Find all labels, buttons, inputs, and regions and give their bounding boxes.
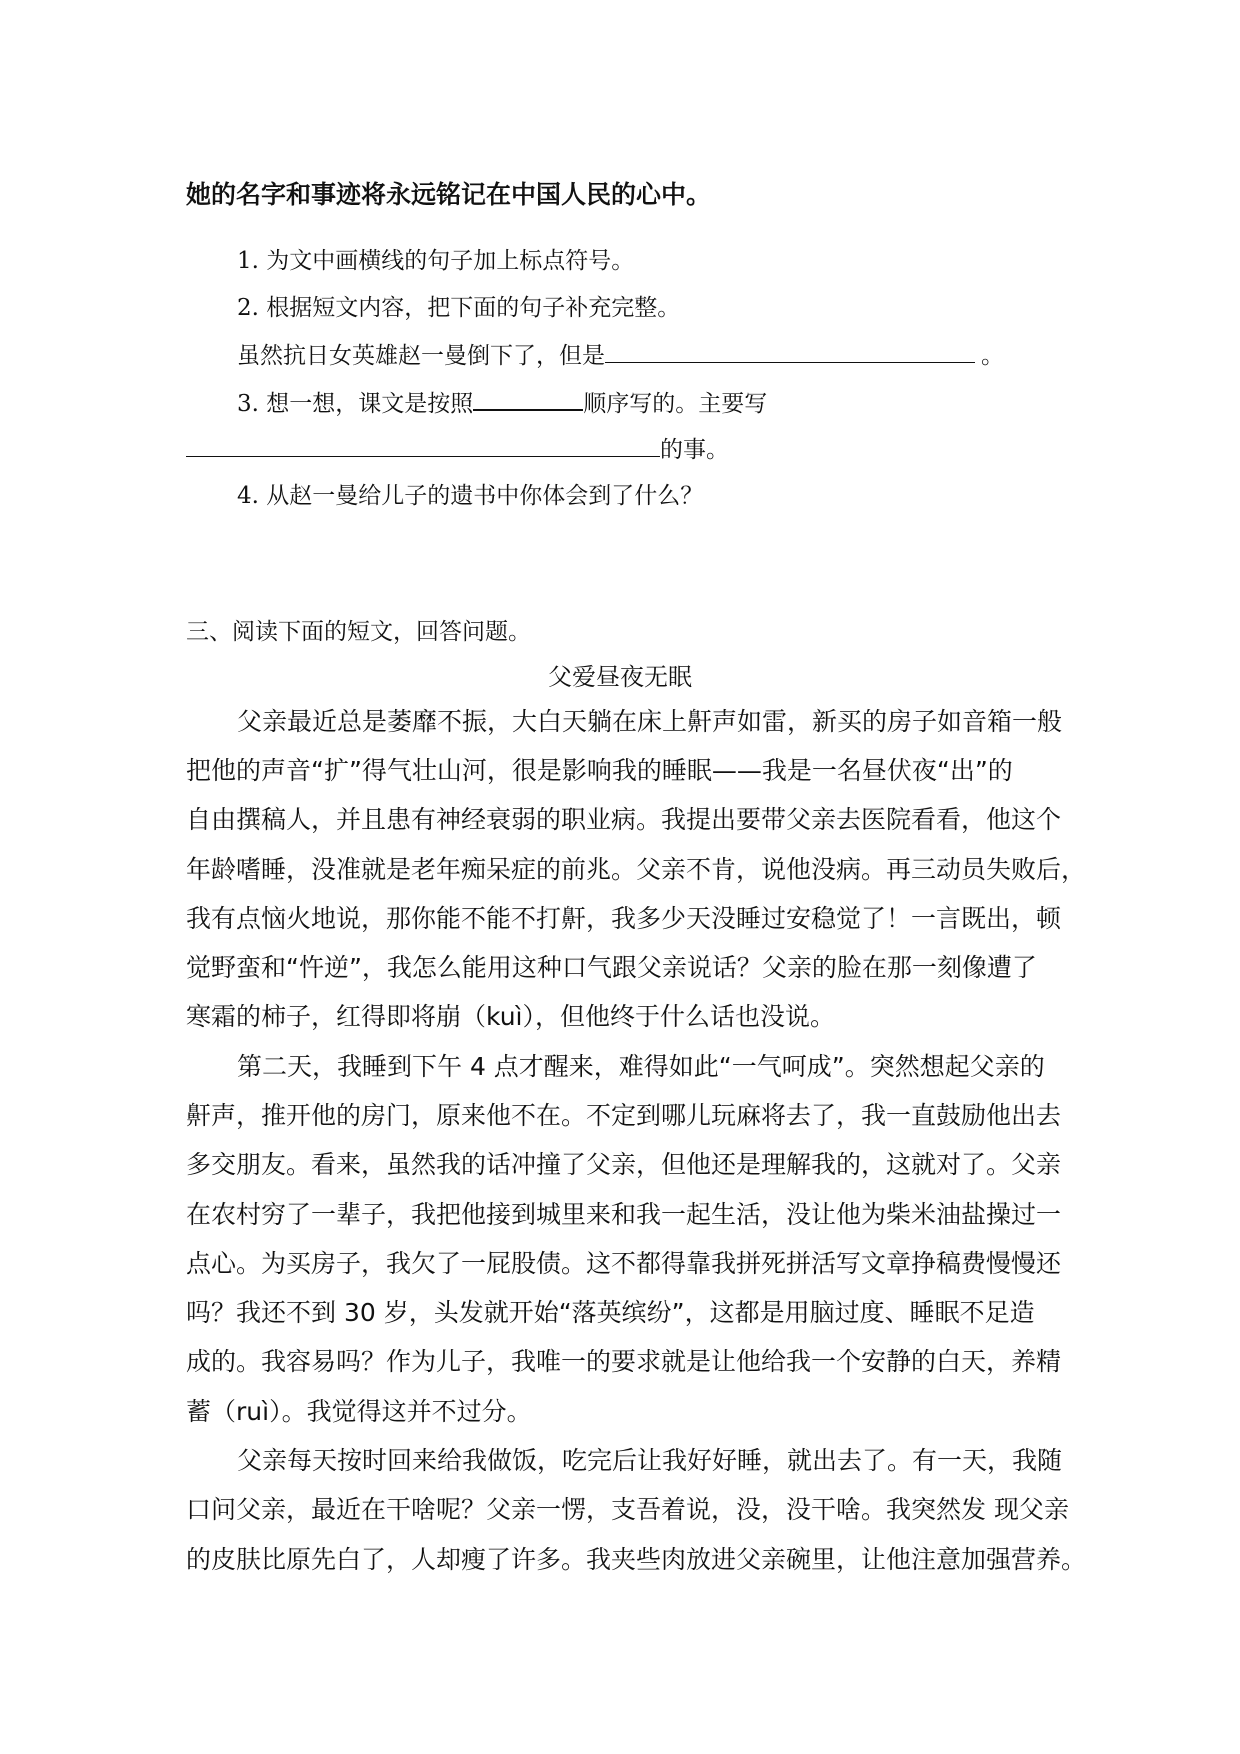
article-line: 自由撰稿人，并且患有神经衰弱的职业病。我提出要带父亲去医院看看，他这个 [186,805,1062,834]
article-line: 吗？我还不到 30 岁，头发就开始“落英缤纷”，这都是用脑过度、睡眠不足造 [186,1298,1035,1327]
question-3-line-2 [186,434,729,465]
article-line: 父亲最近总是萎靡不振，大白天躺在床上鼾声如雷，新买的房子如音箱一般 [237,707,1063,736]
question-2-sentence [237,340,1004,371]
question-4: 4. 从赵一曼给儿子的遗书中你体会到了什么？ [237,483,704,509]
question-3-line-2-suffix: 的事。 [660,437,729,463]
answer-blank-q3-content[interactable] [186,434,660,457]
article-line: 口问父亲，最近在干啥呢？父亲一愣，支吾着说，没，没干啥。我突然发 现父亲 [186,1495,1069,1524]
article-line: 在农村穷了一辈子，我把他接到城里来和我一起生活，没让他为柴米油盐操过一 [186,1200,1062,1229]
section-3-heading: 三、阅读下面的短文，回答问题。 [186,619,531,645]
article-line: 父亲每天按时回来给我做饭，吃完后让我好好睡，就出去了。有一天，我随 [237,1446,1063,1475]
article-line: 成的。我容易吗？作为儿子，我唯一的要求就是让他给我一个安静的白天，养精 [186,1347,1062,1376]
article-line: 蓄（ruì）。我觉得这并不过分。 [186,1397,532,1426]
article-line: 寒霜的柿子，红得即将崩（kuì），但他终于什么话也没说。 [186,1002,836,1031]
question-2-sentence-suffix: 。 [981,343,1004,369]
question-1: 1. 为文中画横线的句子加上标点符号。 [237,248,635,274]
question-2-sentence-prefix: 虽然抗日女英雄赵一曼倒下了，但是 [237,343,605,369]
question-3-middle: 顺序写的。主要写 [583,391,768,417]
article-line: 年龄嗜睡，没准就是老年痴呆症的前兆。父亲不肯，说他没病。再三动员失败后， [186,855,1087,884]
question-3-prefix: 3. 想一想，课文是按照 [237,391,474,417]
article-line: 多交朋友。看来，虽然我的话冲撞了父亲，但他还是理解我的，这就对了。父亲 [186,1150,1062,1179]
article-line: 点心。为买房子，我欠了一屁股债。这不都得靠我拼死拼活写文章挣稿费慢慢还 [186,1249,1062,1278]
article-line: 觉野蛮和“忤逆”，我怎么能用这种口气跟父亲说话？父亲的脸在那一刻像遭了 [186,953,1037,982]
article-line: 的皮肤比原先白了，人却瘦了许多。我夹些肉放进父亲碗里，让他注意加强营养。 [186,1545,1087,1574]
question-3 [237,387,767,419]
article-line: 第二天，我睡到下午 4 点才醒来，难得如此“一气呵成”。突然想起父亲的 [237,1052,1045,1081]
article-line: 我有点恼火地说，那你能不能不打鼾，我多少天没睡过安稳觉了！一言既出，顿 [186,904,1062,933]
article-title: 父爱昼夜无眠 [548,663,692,691]
answer-blank-q3-order[interactable] [473,387,583,411]
question-2: 2. 根据短文内容，把下面的句子补充完整。 [237,295,681,321]
answer-blank-q2[interactable] [605,340,975,363]
article-line: 鼾声，推开他的房门，原来他不在。不定到哪儿玩麻将去了，我一直鼓励他出去 [186,1101,1062,1130]
passage-tail-line: 她的名字和事迹将永远铭记在中国人民的心中。 [186,180,712,209]
article-line: 把他的声音“扩”得气壮山河，很是影响我的睡眠——我是一名昼伏夜“出”的 [186,756,1013,785]
